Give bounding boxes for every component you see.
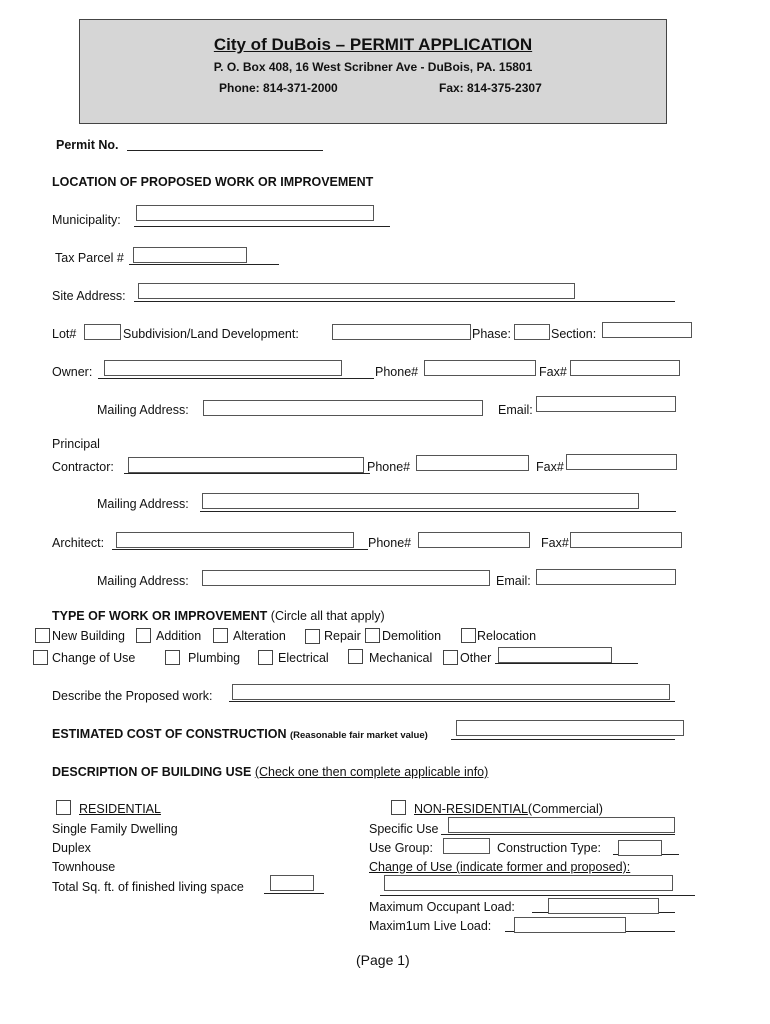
permit-no-label: Permit No. — [56, 138, 119, 152]
municipality-label: Municipality: — [52, 213, 121, 227]
specific-use-line — [441, 834, 675, 835]
new-building-label: New Building — [52, 629, 125, 643]
architect-email-field[interactable] — [536, 569, 676, 585]
owner-email-label: Email: — [498, 403, 533, 417]
contractor-fax-field[interactable] — [566, 454, 677, 470]
tax-parcel-label: Tax Parcel # — [55, 251, 124, 265]
electrical-label: Electrical — [278, 651, 329, 665]
contractor-mailing-line — [200, 511, 676, 512]
change-of-use-line — [380, 895, 695, 896]
cost-line — [451, 739, 675, 740]
residential-label: RESIDENTIAL — [79, 802, 161, 816]
work-type-note: (Circle all that apply) — [270, 609, 385, 623]
max-live-field[interactable] — [514, 917, 626, 933]
architect-label: Architect: — [52, 536, 105, 550]
mechanical-checkbox[interactable] — [348, 649, 363, 664]
use-heading: DESCRIPTION OF BUILDING USE — [52, 765, 252, 779]
max-live-label: Maxim1um Live Load: — [369, 919, 492, 933]
permit-no-line[interactable] — [127, 150, 323, 151]
other-field[interactable] — [498, 647, 612, 663]
site-address-field[interactable] — [138, 283, 575, 299]
owner-fax-label: Fax# — [539, 365, 567, 379]
contractor-mailing-field[interactable] — [202, 493, 639, 509]
form-title: City of DuBois – PERMIT APPLICATION — [213, 35, 533, 54]
cost-heading: ESTIMATED COST OF CONSTRUCTION — [52, 727, 287, 741]
lot-field[interactable] — [84, 324, 121, 340]
architect-email-label: Email: — [496, 574, 531, 588]
electrical-checkbox[interactable] — [258, 650, 273, 665]
sqft-line — [264, 893, 324, 894]
architect-fax-label: Fax# — [541, 536, 569, 550]
site-address-label: Site Address: — [52, 289, 126, 303]
nonresidential-checkbox[interactable] — [391, 800, 406, 815]
site-address-line — [134, 301, 675, 302]
addition-checkbox[interactable] — [136, 628, 151, 643]
townhouse-label: Townhouse — [52, 860, 116, 874]
alteration-label: Alteration — [233, 629, 286, 643]
repair-checkbox[interactable] — [305, 629, 320, 644]
owner-email-field[interactable] — [536, 396, 676, 412]
describe-line — [229, 701, 675, 702]
tax-parcel-line — [129, 264, 279, 265]
alteration-checkbox[interactable] — [213, 628, 228, 643]
describe-field[interactable] — [232, 684, 670, 700]
cost-field[interactable] — [456, 720, 684, 736]
change-of-use-field[interactable] — [384, 875, 673, 891]
plumbing-checkbox[interactable] — [165, 650, 180, 665]
describe-label: Describe the Proposed work: — [52, 689, 213, 703]
relocation-label: Relocation — [477, 629, 537, 643]
demolition-checkbox[interactable] — [365, 628, 380, 643]
page-number: (Page 1) — [356, 952, 410, 968]
specific-use-field[interactable] — [448, 817, 675, 833]
contractor-phone-field[interactable] — [416, 455, 529, 471]
change-of-use-label: Change of Use — [52, 651, 136, 665]
architect-field[interactable] — [116, 532, 354, 548]
residential-checkbox[interactable] — [56, 800, 71, 815]
architect-fax-field[interactable] — [570, 532, 682, 548]
use-note: (Check one then complete applicable info) — [254, 765, 489, 779]
max-occupant-label: Maximum Occupant Load: — [369, 900, 515, 914]
use-heading-row — [52, 766, 488, 779]
plumbing-label: Plumbing — [188, 651, 241, 665]
owner-mailing-field[interactable] — [203, 400, 483, 416]
municipality-field[interactable] — [136, 205, 374, 221]
architect-phone-field[interactable] — [418, 532, 530, 548]
construction-type-field[interactable] — [618, 840, 662, 856]
specific-use-label: Specific Use — [369, 822, 439, 836]
owner-label: Owner: — [52, 365, 93, 379]
architect-mailing-field[interactable] — [202, 570, 490, 586]
owner-fax-field[interactable] — [570, 360, 680, 376]
location-heading: LOCATION OF PROPOSED WORK OR IMPROVEMENT — [52, 175, 374, 189]
cost-row — [52, 728, 428, 741]
owner-phone-label: Phone# — [375, 365, 419, 379]
other-checkbox[interactable] — [443, 650, 458, 665]
sqft-label: Total Sq. ft. of finished living space — [52, 880, 244, 894]
lot-label: Lot# — [52, 327, 77, 341]
owner-field[interactable] — [104, 360, 342, 376]
duplex-label: Duplex — [52, 841, 91, 855]
use-group-label: Use Group: — [369, 841, 433, 855]
header-fax: Fax: 814-375-2307 — [439, 81, 542, 95]
section-field[interactable] — [602, 322, 692, 338]
contractor-phone-label: Phone# — [367, 460, 411, 474]
phase-label: Phase: — [472, 327, 511, 341]
municipality-line — [134, 226, 390, 227]
nonresidential-row — [414, 803, 603, 816]
contractor-label-1: Principal — [52, 437, 100, 451]
new-building-checkbox[interactable] — [35, 628, 50, 643]
nonresidential-label: NON-RESIDENTIAL — [414, 802, 528, 816]
single-family-label: Single Family Dwelling — [52, 822, 178, 836]
subdivision-field[interactable] — [332, 324, 471, 340]
contractor-mailing-label: Mailing Address: — [97, 497, 189, 511]
other-line — [495, 663, 638, 664]
work-type-heading: TYPE OF WORK OR IMPROVEMENT — [52, 609, 268, 623]
owner-mailing-label: Mailing Address: — [97, 403, 189, 417]
section-label: Section: — [551, 327, 597, 341]
use-group-field[interactable] — [443, 838, 490, 854]
contractor-field[interactable] — [128, 457, 364, 473]
relocation-checkbox[interactable] — [461, 628, 476, 643]
tax-parcel-field[interactable] — [133, 247, 247, 263]
max-occupant-field[interactable] — [548, 898, 659, 914]
mechanical-label: Mechanical — [369, 651, 433, 665]
header-phone: Phone: 814-371-2000 — [219, 81, 338, 95]
work-type-heading-row — [52, 610, 385, 623]
other-label: Other — [460, 651, 492, 665]
nonresidential-note: (Commercial) — [527, 802, 603, 816]
sqft-field[interactable] — [270, 875, 314, 891]
header-box — [79, 19, 667, 124]
addition-label: Addition — [156, 629, 202, 643]
header-address: P. O. Box 408, 16 West Scribner Ave - DuBois, PA. 15801 — [213, 60, 533, 74]
contractor-line — [124, 473, 370, 474]
contractor-label-2: Contractor: — [52, 460, 114, 474]
change-of-use-checkbox[interactable] — [33, 650, 48, 665]
contractor-fax-label: Fax# — [536, 460, 564, 474]
architect-mailing-label: Mailing Address: — [97, 574, 189, 588]
cost-note: (Reasonable fair market value) — [289, 730, 428, 741]
architect-phone-label: Phone# — [368, 536, 412, 550]
architect-line — [112, 549, 368, 550]
construction-type-label: Construction Type: — [497, 841, 601, 855]
repair-label: Repair — [324, 629, 361, 643]
subdivision-label: Subdivision/Land Development: — [123, 327, 299, 341]
phase-field[interactable] — [514, 324, 550, 340]
change-of-use-info-label: Change of Use (indicate former and proposed): — [369, 860, 631, 874]
demolition-label: Demolition — [382, 629, 442, 643]
owner-phone-field[interactable] — [424, 360, 536, 376]
owner-line — [98, 378, 374, 379]
